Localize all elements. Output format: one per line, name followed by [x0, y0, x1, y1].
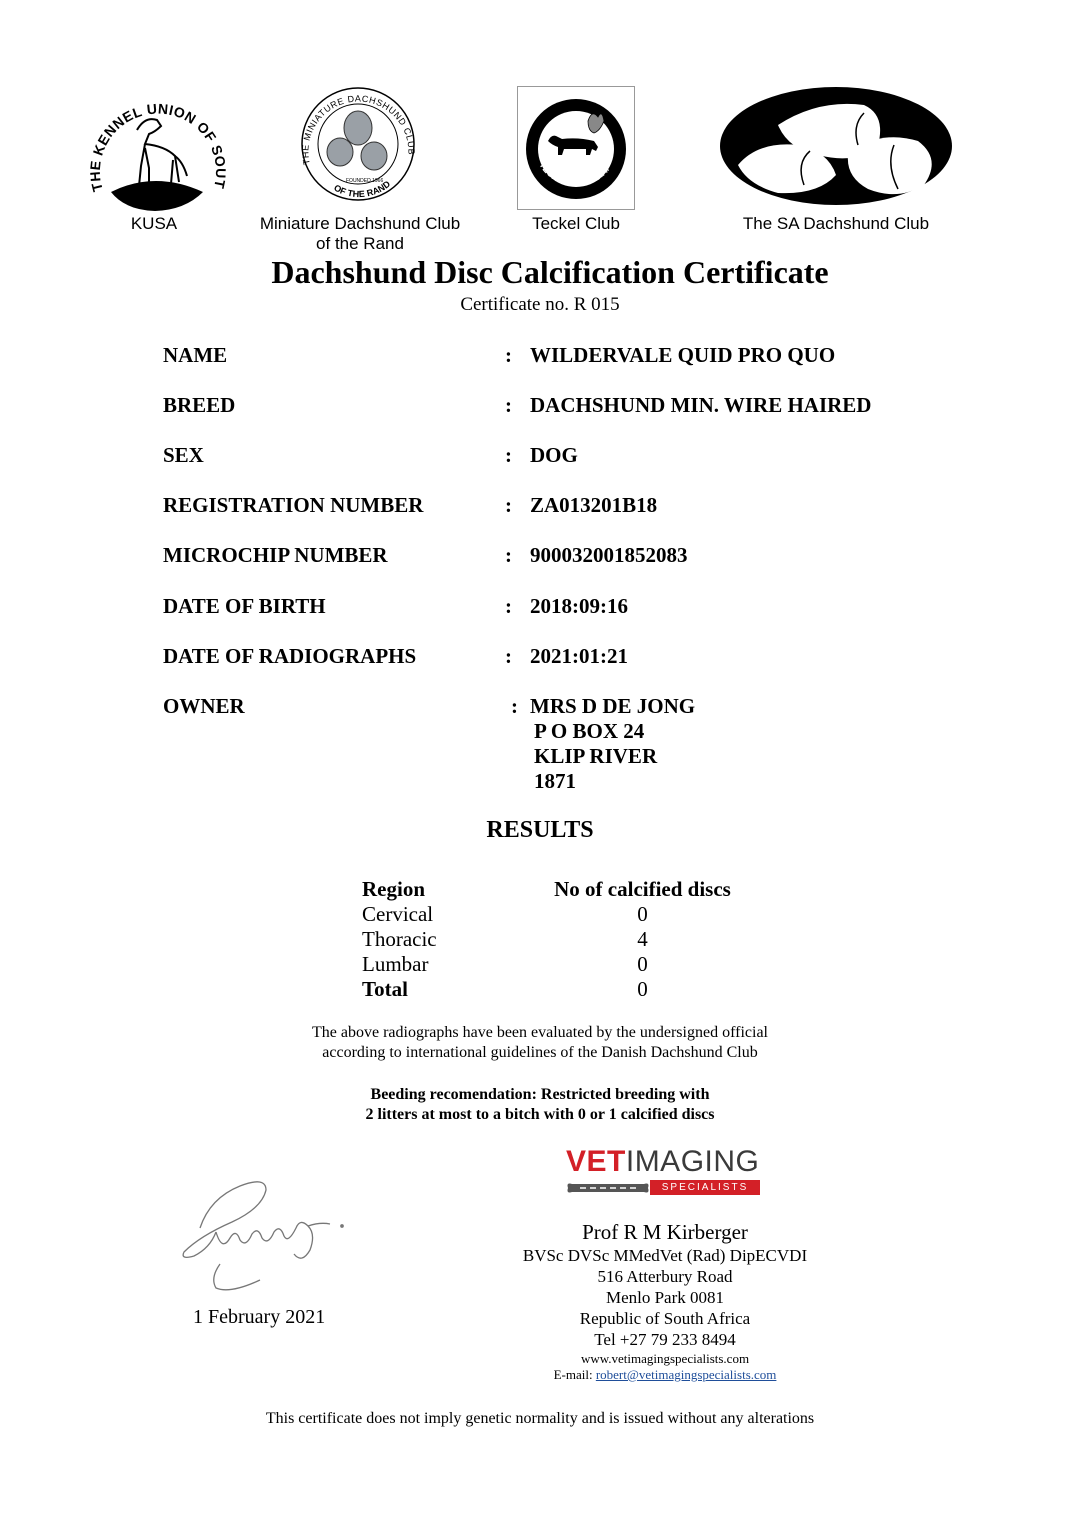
name-label: NAME	[163, 343, 228, 367]
recommendation-line: Beeding recomendation: Restricted breeding with	[370, 1086, 710, 1103]
registration-value: ZA013201B18	[530, 493, 658, 517]
bone-icon	[566, 1180, 650, 1196]
owner-label: OWNER	[163, 694, 245, 718]
breed-label: BREED	[163, 393, 236, 417]
owner-address	[534, 719, 657, 794]
evaluation-line: The above radiographs have been evaluated by the undersigned official	[312, 1024, 768, 1041]
breed-value: DACHSHUND MIN. WIRE HAIRED	[530, 393, 872, 417]
email-label: E-mail:	[553, 1367, 596, 1382]
certificate-number: Certificate no. R 015	[460, 294, 620, 315]
brand-tag: SPECIALISTS	[650, 1180, 760, 1195]
birth-date-label: DATE OF BIRTH	[163, 594, 326, 618]
signatory-website: www.vetimagingspecialists.com	[580, 1351, 750, 1366]
signature-date: 1 February 2021	[193, 1306, 326, 1328]
microchip-value: 900032001852083	[530, 543, 688, 567]
evaluation-statement	[0, 1023, 1080, 1063]
mdcr-emblem-icon	[288, 86, 428, 206]
teckel-emblem-icon	[518, 87, 634, 209]
recommendation-line: 2 litters at most to a bitch with 0 or 1 calcified discs	[365, 1106, 715, 1123]
kusa-logo	[75, 82, 235, 212]
footer-disclaimer: This certificate does not imply genetic normality and is issued without any alterations	[265, 1410, 815, 1427]
certificate-title: Dachshund Disc Calcification Certificate	[271, 254, 829, 290]
radiograph-date-value: 2021:01:21	[530, 644, 628, 668]
results-total-count: 0	[637, 977, 648, 1001]
sadc-logo	[718, 85, 954, 207]
signatory-address-line2: Menlo Park 0081	[605, 1288, 725, 1307]
brand-vet: VET	[566, 1145, 626, 1178]
email-link[interactable]: robert@vetimagingspecialists.com	[595, 1367, 777, 1382]
signatory-address-line1: 516 Atterbury Road	[597, 1267, 733, 1286]
results-count: 0	[637, 952, 648, 976]
sex-value: DOG	[530, 443, 578, 467]
owner-address-line: KLIP RIVER	[534, 744, 658, 768]
sadc-dogs-icon	[718, 85, 954, 207]
results-region: Thoracic	[362, 927, 437, 951]
results-count: 0	[637, 902, 648, 926]
kusa-label: KUSA	[130, 214, 178, 233]
svg-text:THE KENNEL UNION OF SOUTHERN A: THE KENNEL UNION OF SOUT	[86, 100, 230, 194]
registration-colon: :	[505, 493, 512, 517]
signature-image	[170, 1168, 360, 1298]
brand-imaging: IMAGING	[625, 1145, 760, 1178]
mdcr-label-line2: of the Rand	[316, 234, 404, 253]
owner-address-line: 1871	[534, 769, 576, 793]
results-count: 4	[637, 927, 648, 951]
evaluation-line: according to international guidelines of the Danish Dachshund Club	[322, 1044, 758, 1061]
mdcr-label	[240, 214, 480, 254]
sadc-label: The SA Dachshund Club	[742, 214, 930, 233]
sex-label: SEX	[163, 443, 204, 467]
teckel-logo	[517, 86, 635, 210]
results-region: Cervical	[362, 902, 434, 926]
birth-date-colon: :	[505, 594, 512, 618]
teckel-label: Teckel Club	[532, 214, 620, 233]
vetimaging-logo	[566, 1146, 766, 1198]
radiograph-date-label: DATE OF RADIOGRAPHS	[163, 644, 417, 668]
microchip-colon: :	[505, 543, 512, 567]
signatory-email-line	[465, 1367, 865, 1383]
kusa-emblem-icon	[75, 82, 235, 212]
svg-text:FOUNDED 1966: FOUNDED 1966	[346, 178, 384, 184]
signatory-phone: Tel +27 79 233 8494	[594, 1330, 736, 1349]
name-colon: :	[505, 343, 512, 367]
mdcr-label-line1: Miniature Dachshund Club	[259, 214, 461, 233]
signatory-country: Republic of South Africa	[579, 1309, 751, 1328]
birth-date-value: 2018:09:16	[530, 594, 628, 618]
sex-colon: :	[505, 443, 512, 467]
results-region-header: Region	[362, 877, 425, 901]
breeding-recommendation	[0, 1085, 1080, 1125]
radiograph-date-colon: :	[505, 644, 512, 668]
svg-text:THE MINIATURE DACHSHUND CLUB: THE MINIATURE DACHSHUND CLUB	[300, 93, 417, 166]
svg-text:OF THE RAND: OF THE RAND	[332, 178, 393, 200]
results-total-label: Total	[362, 977, 408, 1001]
signatory-name: Prof R M Kirberger	[582, 1220, 748, 1244]
svg-text:TECKEL CLUB S.A.: TECKEL CLUB S.A.	[537, 160, 612, 189]
mdcr-logo	[288, 86, 428, 206]
registration-label: REGISTRATION NUMBER	[163, 493, 424, 517]
results-region: Lumbar	[362, 952, 429, 976]
microchip-label: MICROCHIP NUMBER	[163, 543, 388, 567]
signatory-qualifications: BVSc DVSc MMedVet (Rad) DipECVDI	[522, 1246, 808, 1265]
results-count-header: No of calcified discs	[554, 877, 731, 901]
owner-value: MRS D DE JONG	[530, 694, 696, 718]
breed-colon: :	[505, 393, 512, 417]
owner-address-line: P O BOX 24	[534, 719, 645, 743]
owner-colon: :	[511, 694, 518, 718]
results-heading: RESULTS	[486, 817, 594, 843]
name-value: WILDERVALE QUID PRO QUO	[530, 343, 836, 367]
